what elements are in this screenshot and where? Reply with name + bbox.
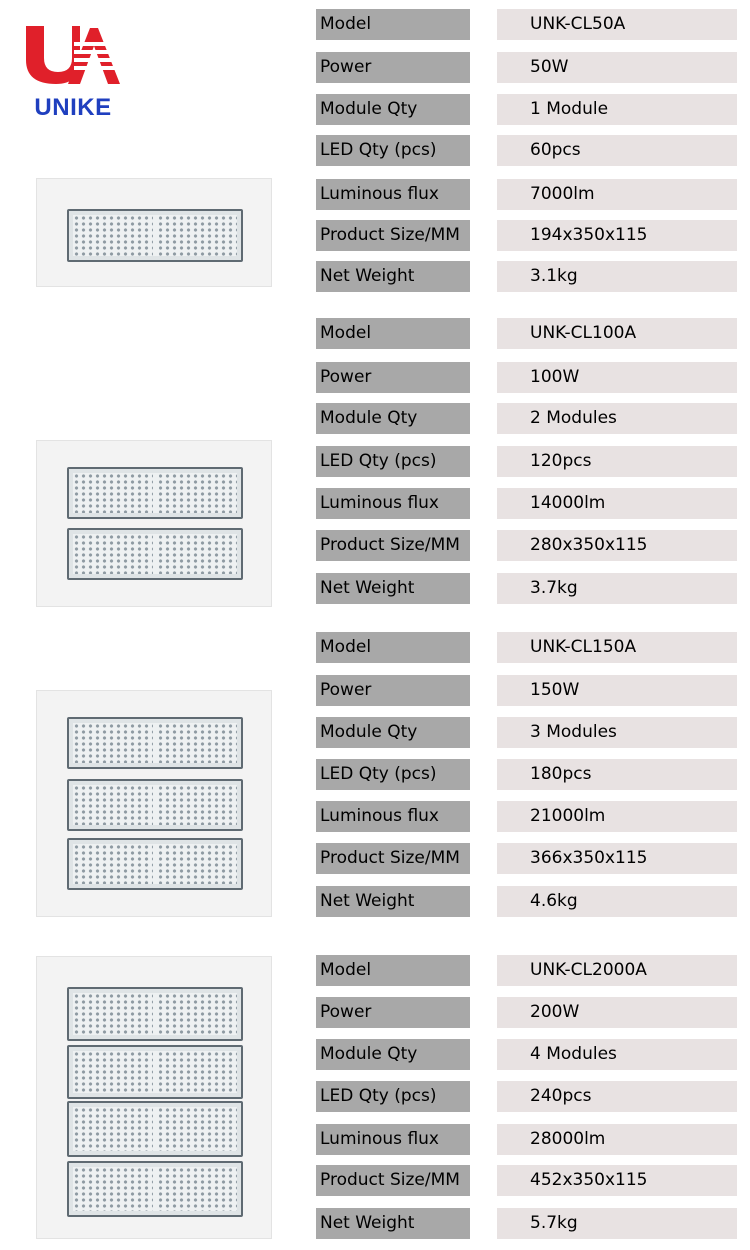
- led-module: [67, 987, 243, 1041]
- spec-value: 21000lm: [497, 801, 737, 832]
- spec-value: 280x350x115: [497, 530, 737, 561]
- spec-label: Model: [316, 9, 470, 40]
- spec-value: 4 Modules: [497, 1039, 737, 1070]
- spec-label: LED Qty (pcs): [316, 135, 470, 166]
- spec-value: 2 Modules: [497, 403, 737, 434]
- brand-name: UNIKE: [34, 94, 112, 121]
- led-module: [67, 717, 243, 769]
- spec-value: 4.6kg: [497, 886, 737, 917]
- spec-value: 366x350x115: [497, 843, 737, 874]
- led-module: [67, 779, 243, 831]
- spec-value: 14000lm: [497, 488, 737, 519]
- spec-label: Luminous flux: [316, 488, 470, 519]
- spec-value: 180pcs: [497, 759, 737, 790]
- spec-value: 28000lm: [497, 1124, 737, 1155]
- spec-value: 100W: [497, 362, 737, 393]
- spec-value: 3.7kg: [497, 573, 737, 604]
- unike-logo-mark-icon: [18, 20, 128, 92]
- spec-label: Power: [316, 52, 470, 83]
- spec-label: Net Weight: [316, 886, 470, 917]
- spec-label: Luminous flux: [316, 801, 470, 832]
- spec-label: Module Qty: [316, 1039, 470, 1070]
- spec-value: 240pcs: [497, 1081, 737, 1112]
- product-image-cl50a: [36, 178, 272, 287]
- led-module: [67, 528, 243, 580]
- spec-value: 1 Module: [497, 94, 737, 125]
- spec-label: LED Qty (pcs): [316, 1081, 470, 1112]
- spec-value: 150W: [497, 675, 737, 706]
- led-module: [67, 1101, 243, 1157]
- spec-value: 5.7kg: [497, 1208, 737, 1239]
- spec-value: 200W: [497, 997, 737, 1028]
- spec-label: Module Qty: [316, 717, 470, 748]
- spec-label: LED Qty (pcs): [316, 759, 470, 790]
- led-module: [67, 1161, 243, 1217]
- spec-label: Power: [316, 362, 470, 393]
- spec-label: Product Size/MM: [316, 1165, 470, 1196]
- product-image-cl100a: [36, 440, 272, 607]
- spec-value: 50W: [497, 52, 737, 83]
- spec-value: 7000lm: [497, 179, 737, 210]
- spec-label: Luminous flux: [316, 1124, 470, 1155]
- spec-label: Luminous flux: [316, 179, 470, 210]
- spec-value: 452x350x115: [497, 1165, 737, 1196]
- spec-label: Product Size/MM: [316, 530, 470, 561]
- led-module: [67, 209, 243, 262]
- spec-label: Net Weight: [316, 261, 470, 292]
- spec-label: Power: [316, 997, 470, 1028]
- spec-value: UNK-CL150A: [497, 632, 737, 663]
- spec-value: UNK-CL100A: [497, 318, 737, 349]
- spec-label: Net Weight: [316, 573, 470, 604]
- spec-value: 194x350x115: [497, 220, 737, 251]
- spec-value: 3.1kg: [497, 261, 737, 292]
- spec-label: Power: [316, 675, 470, 706]
- spec-label: Model: [316, 632, 470, 663]
- spec-label: Model: [316, 318, 470, 349]
- spec-value: 120pcs: [497, 446, 737, 477]
- spec-label: Module Qty: [316, 94, 470, 125]
- led-module: [67, 467, 243, 519]
- led-module: [67, 1045, 243, 1099]
- unike-logo: [18, 20, 128, 130]
- spec-value: UNK-CL50A: [497, 9, 737, 40]
- product-image-cl2000a: [36, 956, 272, 1239]
- led-module: [67, 838, 243, 890]
- spec-value: UNK-CL2000A: [497, 955, 737, 986]
- product-image-cl150a: [36, 690, 272, 917]
- spec-value: 3 Modules: [497, 717, 737, 748]
- spec-label: Model: [316, 955, 470, 986]
- spec-value: 60pcs: [497, 135, 737, 166]
- spec-label: Product Size/MM: [316, 843, 470, 874]
- spec-label: Net Weight: [316, 1208, 470, 1239]
- spec-label: Product Size/MM: [316, 220, 470, 251]
- spec-label: LED Qty (pcs): [316, 446, 470, 477]
- spec-label: Module Qty: [316, 403, 470, 434]
